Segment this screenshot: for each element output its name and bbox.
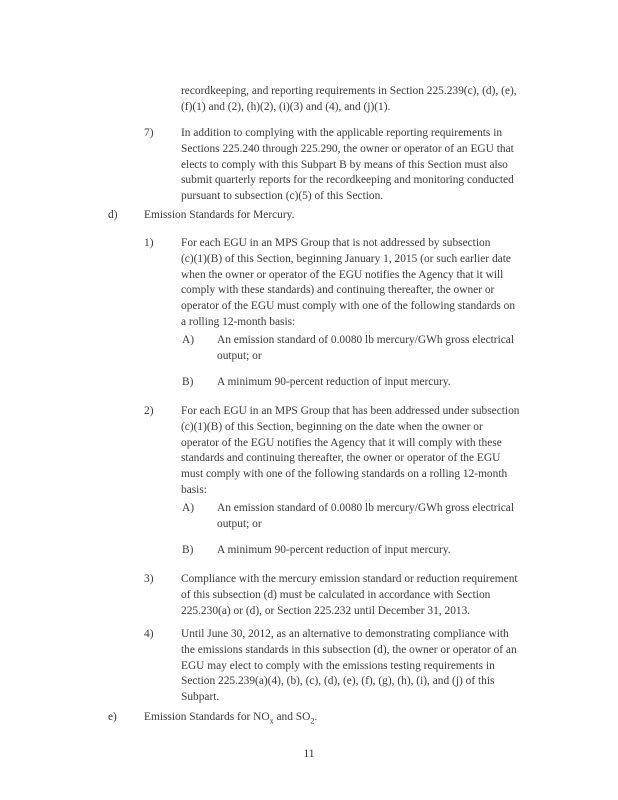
text-line: EGU may elect to comply with the emissions testing requirements in (181, 659, 495, 672)
item-d2-label: 2) (144, 405, 154, 417)
item-7-label: 7) (144, 127, 154, 139)
item-d1b-text (217, 375, 451, 391)
text-line: A minimum 90-percent reduction of input mercury. (217, 544, 451, 556)
text-line: must comply with one of the following standards on a rolling 12-month (181, 468, 508, 481)
text-line: Compliance with the mercury emission standard or reduction requirement (181, 573, 518, 585)
text-line: comply with these standards) and continuing thereafter, the owner or (181, 284, 495, 297)
section-e-label: e) (108, 711, 117, 723)
text-line: the emissions standards in this subsection (d), the owner or operator of an (181, 643, 517, 656)
text-line: Subpart. (181, 691, 220, 704)
continuation-paragraph (181, 84, 517, 116)
item-d3-text (181, 572, 518, 619)
text-line: when the owner or operator of the EGU notifies the Agency that it will (181, 268, 504, 281)
text-line: a rolling 12-month basis: (181, 315, 296, 328)
item-d4-text (181, 627, 517, 706)
text-line: elects to comply with this Subpart B by means of this Section must also (181, 158, 508, 171)
text-line: submit quarterly reports for the recordkeeping and monitoring conducted (181, 174, 514, 187)
text-line: operator of the EGU must comply with one of the following standards on (181, 300, 516, 313)
text-line: Sections 225.240 through 225.290, the owner or operator of an EGU that (181, 142, 514, 155)
text-line: Section 225.239(a)(4), (b), (c), (d), (e), (f), (g), (h), (i), and (j) of this (181, 675, 495, 688)
text-line: output; or (217, 349, 262, 362)
item-7-text (181, 126, 514, 205)
section-d-heading: Emission Standards for Mercury. (144, 209, 295, 221)
section-d-label: d) (108, 209, 118, 221)
item-d2b-label: B) (182, 544, 194, 556)
text-line: basis: (181, 483, 207, 496)
section-e-heading: Emission Standards for $NO_x$ and $SO_2$. (144, 711, 318, 726)
item-d1a-text (217, 333, 514, 365)
text-line: recordkeeping, and reporting requirements in Section 225.239(c), (d), (e), (181, 85, 517, 97)
item-d2-text (181, 404, 519, 499)
item-d3-label: 3) (144, 573, 154, 585)
item-d1b-label: B) (182, 376, 194, 388)
text-line: A minimum 90-percent reduction of input mercury. (217, 376, 451, 388)
item-d1-label: 1) (144, 237, 154, 249)
text-line: of this subsection (d) must be calculated in accordance with Section (181, 588, 491, 601)
text-line: (c)(1)(B) of this Section, beginning on the date when the owner or (181, 420, 483, 433)
text-line: 225.230(a) or (d), or Section 225.232 until December 31, 2013. (181, 604, 471, 617)
text-line: operator of the EGU notifies the Agency that it will comply with these (181, 436, 502, 449)
text-line: Until June 30, 2012, as an alternative to demonstrating compliance with (181, 628, 509, 640)
item-d4-label: 4) (144, 628, 154, 640)
item-d2a-label: A) (182, 502, 195, 514)
text-line: For each EGU in an MPS Group that has been addressed under subsection (181, 405, 520, 417)
text-line: output; or (217, 517, 262, 530)
item-d1a-label: A) (182, 334, 195, 346)
item-d2b-text (217, 543, 451, 559)
item-d2a-text (217, 501, 514, 533)
text-line: standards and continuing thereafter, the owner or operator of the EGU (181, 452, 501, 465)
item-d1-text (181, 236, 515, 331)
text-line: An emission standard of 0.0080 lb mercury/GWh gross electrical (217, 502, 515, 514)
text-line: (c)(1)(B) of this Section, beginning January 1, 2015 (or such earlier date (181, 252, 511, 265)
text-line: pursuant to subsection (c)(5) of this Section. (181, 190, 384, 203)
text-line: An emission standard of 0.0080 lb mercury/GWh gross electrical (217, 334, 515, 346)
text-line: In addition to complying with the applicable reporting requirements in (181, 127, 503, 139)
text-line: For each EGU in an MPS Group that is not addressed by subsection (181, 237, 491, 249)
text-line: (f)(1) and (2), (h)(2), (i)(3) and (4), and (j)(1). (181, 100, 391, 113)
page-number: 11 (303, 748, 315, 760)
